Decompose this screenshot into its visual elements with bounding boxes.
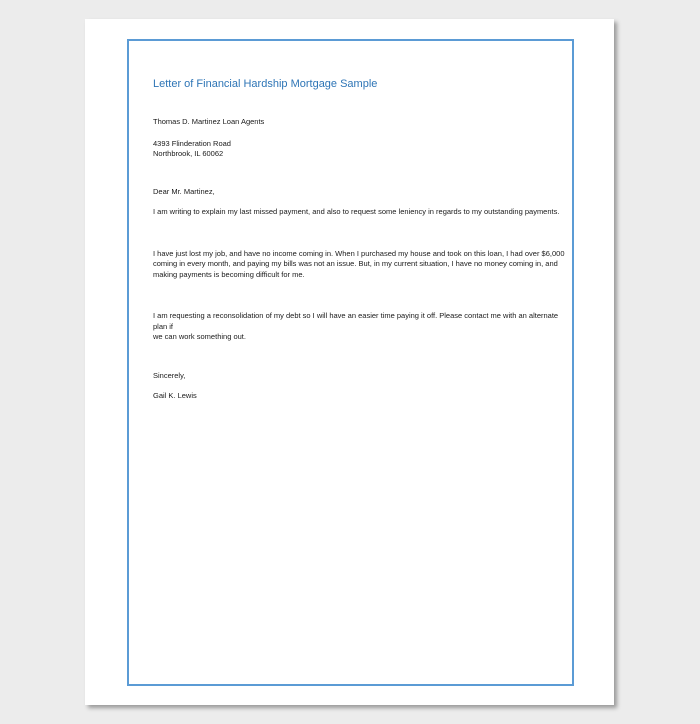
paragraph-3-line-2: we can work something out. bbox=[153, 332, 246, 341]
paragraph-2 bbox=[153, 249, 571, 281]
salutation: Dear Mr. Martinez, bbox=[153, 186, 215, 196]
addressee: Thomas D. Martinez Loan Agents bbox=[153, 117, 265, 126]
document-page bbox=[85, 19, 614, 705]
paragraph-2-line-1: I have just lost my job, and have no income coming in. When I purchased my house and took on this loan, I had over $6,000 bbox=[153, 248, 565, 258]
address-block bbox=[153, 139, 571, 160]
paragraph-2-line-2: coming in every month, and paying my bills was not an issue. But, in my current situation, I have no money coming in, and bbox=[153, 259, 558, 268]
address-line-1: 4393 Flinderation Road bbox=[153, 138, 231, 148]
letter-body bbox=[153, 77, 571, 402]
paragraph-2-line-3: making payments is becoming difficult for me. bbox=[153, 269, 305, 279]
paragraph-3-line-1: I am requesting a reconsolidation of my debt so I will have an easier time paying it off. Please contact me with an alternate plan if bbox=[153, 311, 559, 331]
paragraph-1: I am writing to explain my last missed payment, and also to request some leniency in regards to my outstanding payments. bbox=[153, 207, 560, 216]
signature-name: Gail K. Lewis bbox=[153, 391, 197, 400]
paragraph-3 bbox=[153, 311, 571, 343]
closing: Sincerely, bbox=[153, 370, 186, 380]
document-title: Letter of Financial Hardship Mortgage Sample bbox=[153, 78, 378, 90]
address-line-2: Northbrook, IL 60062 bbox=[153, 149, 224, 158]
